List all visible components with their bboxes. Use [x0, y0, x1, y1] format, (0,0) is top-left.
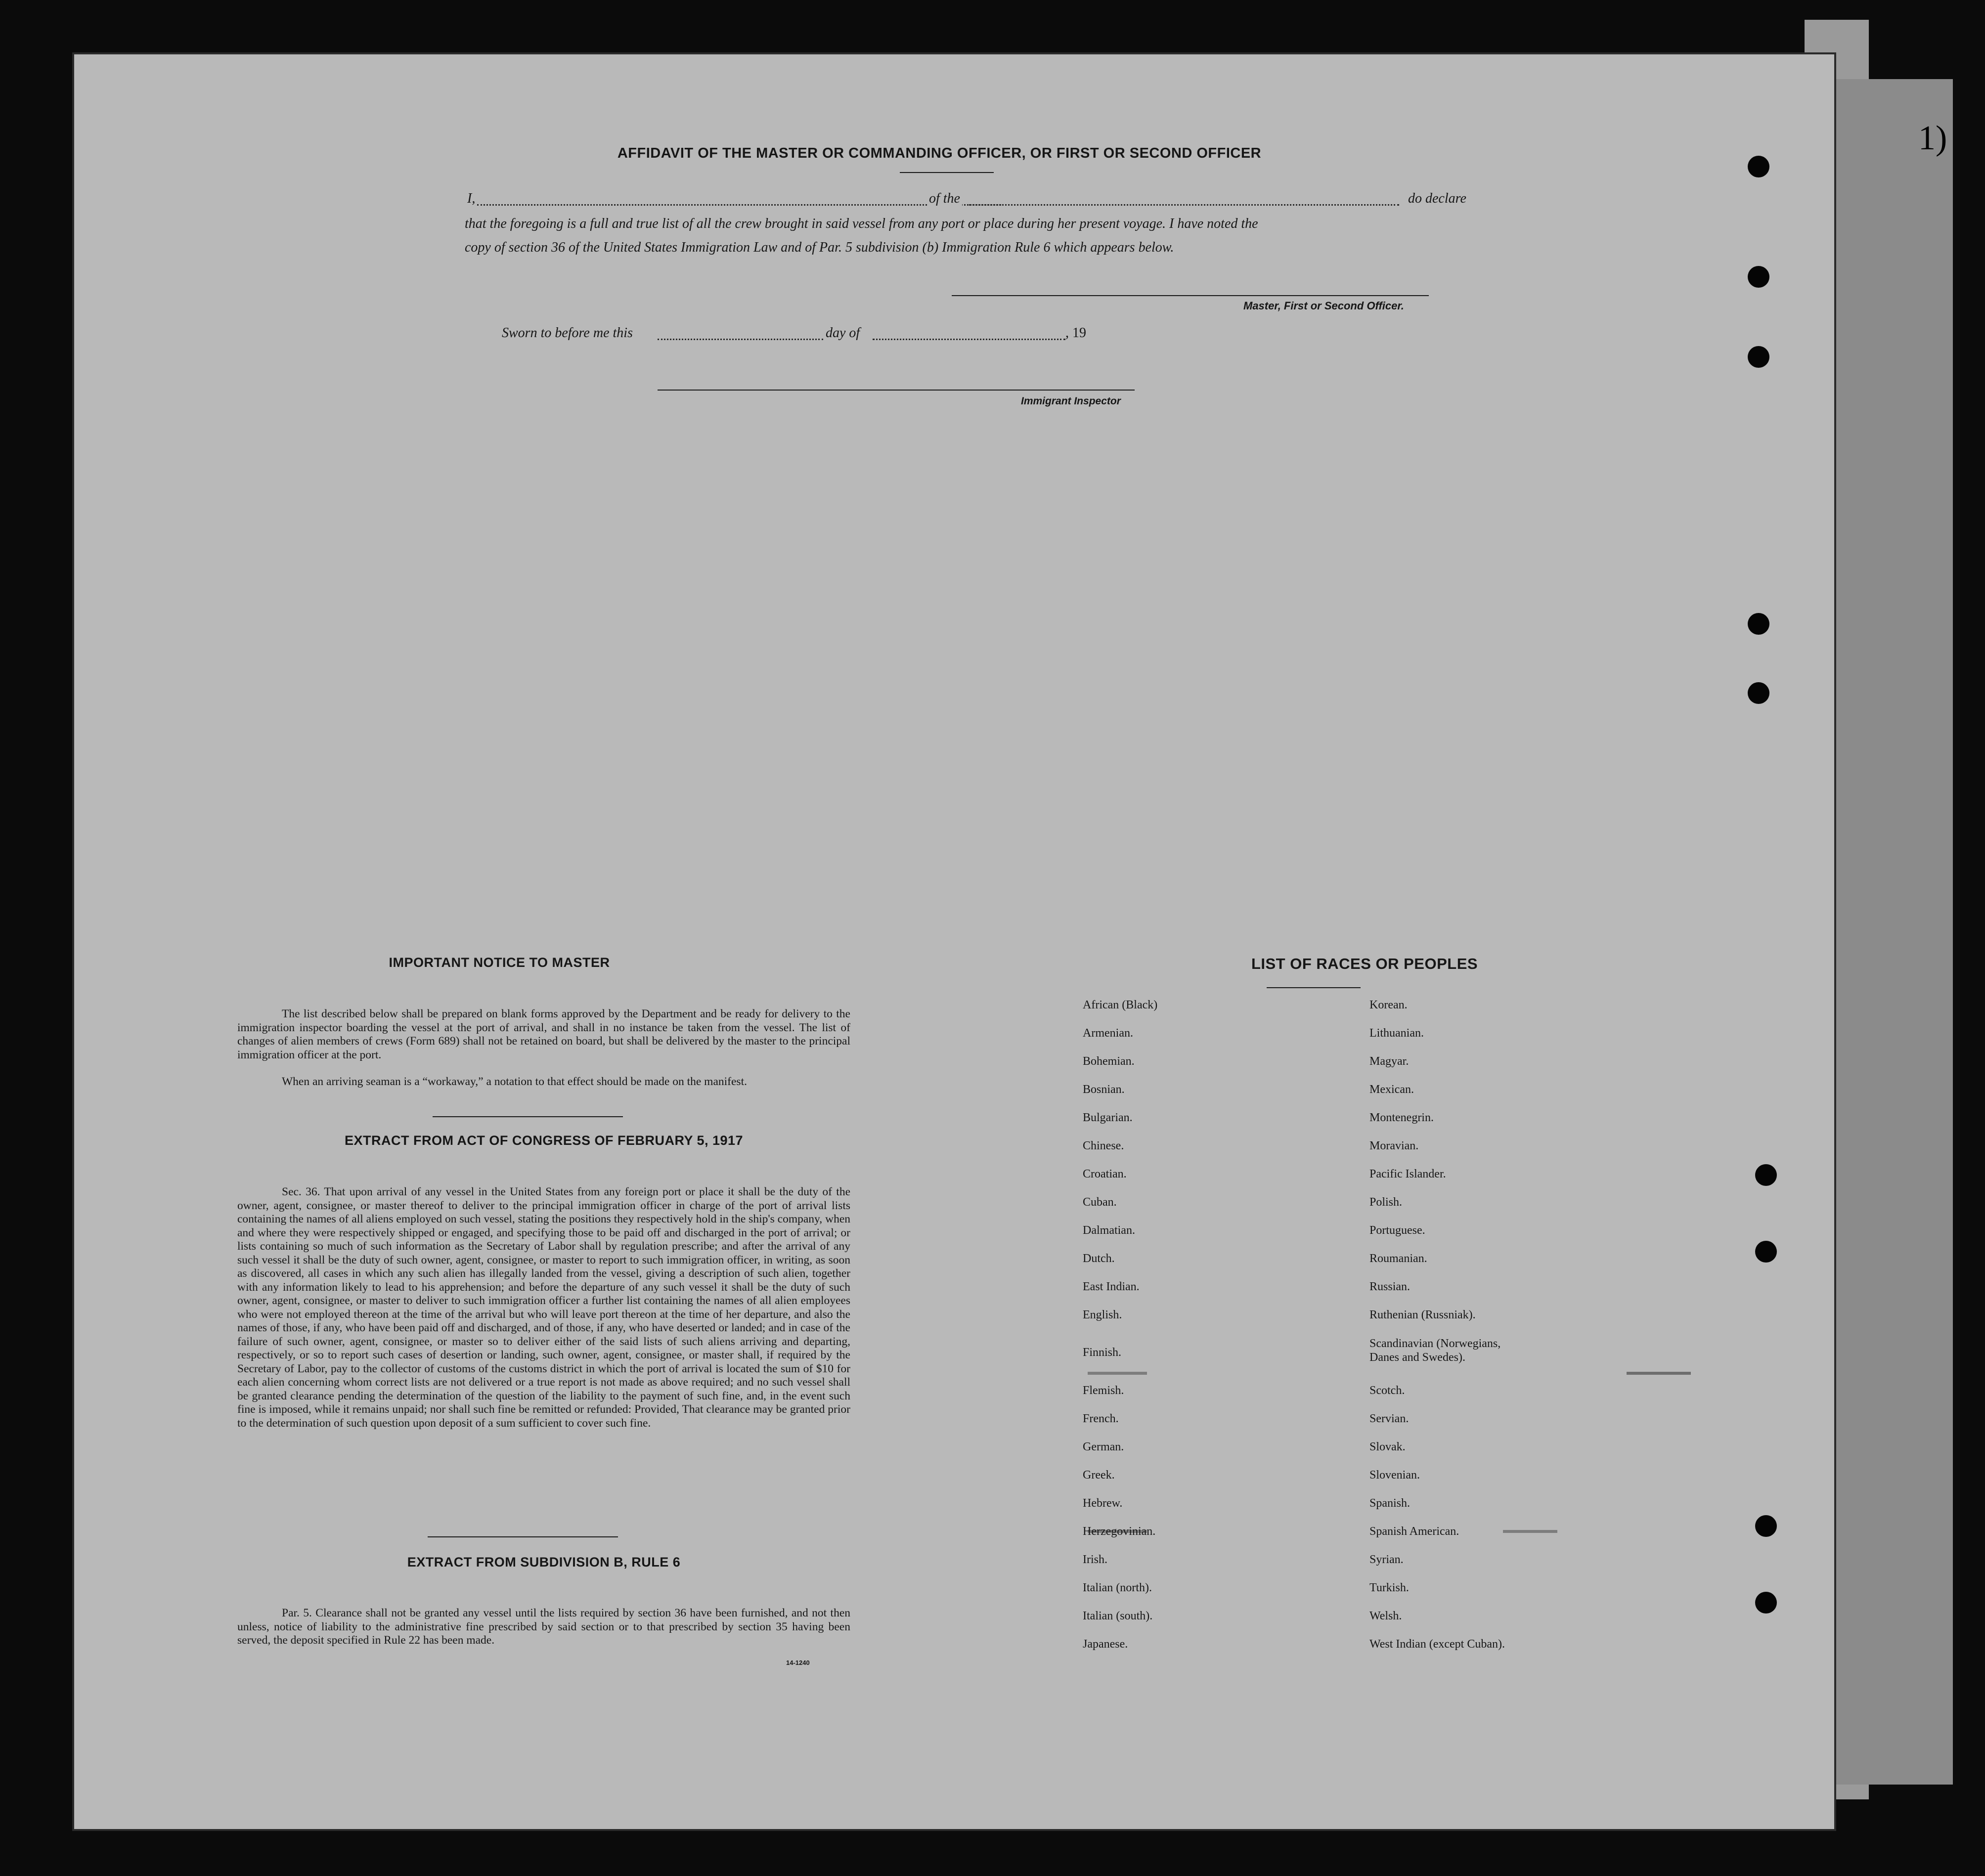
- left-race-item: Bulgarian.: [1083, 1111, 1133, 1124]
- right-race-item: Welsh.: [1369, 1610, 1402, 1622]
- affidavit-i-label: I,: [467, 191, 476, 206]
- right-race-item: Servian.: [1369, 1412, 1409, 1425]
- left-race-item: Flemish.: [1083, 1384, 1124, 1397]
- form-number: 14-1240: [786, 1659, 810, 1666]
- binder-hole: [1748, 266, 1769, 288]
- vessel-field[interactable]: [969, 204, 1399, 206]
- right-race-item: Pacific Islander.: [1369, 1168, 1446, 1180]
- right-race-item: Slovenian.: [1369, 1469, 1420, 1482]
- left-race-item: Hebrew.: [1083, 1497, 1123, 1510]
- left-race-item: Croatian.: [1083, 1168, 1127, 1180]
- strike-mark: [1088, 1372, 1147, 1375]
- binder-hole: [1755, 1164, 1777, 1186]
- binder-hole: [1748, 682, 1769, 704]
- left-race-item: Bohemian.: [1083, 1055, 1135, 1068]
- binder-hole: [1748, 156, 1769, 177]
- year-label: , 19: [1065, 325, 1086, 341]
- inspector-caption: Immigrant Inspector: [1021, 395, 1121, 407]
- right-race-item: Ruthenian (Russniak).: [1369, 1309, 1476, 1321]
- divider: [428, 1536, 618, 1537]
- strike-mark: [1627, 1372, 1691, 1375]
- left-race-item: Cuban.: [1083, 1196, 1117, 1209]
- right-race-item: Turkish.: [1369, 1581, 1409, 1594]
- right-race-item: Polish.: [1369, 1196, 1403, 1209]
- left-race-item: English.: [1083, 1309, 1122, 1321]
- act-title: EXTRACT FROM ACT OF CONGRESS OF FEBRUARY 5, 1917: [344, 1133, 744, 1148]
- left-race-item: German.: [1083, 1440, 1124, 1453]
- affidavit-do-declare: do declare: [1408, 191, 1466, 206]
- right-race-item: Lithuanian.: [1369, 1027, 1424, 1040]
- right-race-item: West Indian (except Cuban).: [1369, 1638, 1505, 1651]
- act-text: Sec. 36. That upon arrival of any vessel in the United States from any foreign port or place it shall be the duty of the owner, agent, consignee, or master thereof to deliver to the principal immigration officer in charge of the port of arrival lists containing the names of all aliens employed on such vessel, stating the positions they respectively hold in the ship's company, when and where they were respectively shipped or engaged, and specifying those to be paid off and discharged in the port of arrival; or lists containing so much of such information as the Secretary of Labor shall by regulation prescribe; and after the arrival of any such vessel it shall be the duty of such owner, agent, consignee, or master to report to such immigration officer, in writing, as soon as discovered, all cases in which any such alien has illegally landed from the vessel, giving a description of such alien, together with any information likely to lead to his apprehension; and before the departure of any such vessel it shall be the duty of such owner, agent, consignee, or master to deliver to such immigration officer a further list containing the names of all alien employees who were not employed thereon at the time of the arrival but who will leave port thereon at the time of her departure, and also the names of those, if any, who have been paid off and discharged, and of those, if any, who have deserted or landed; and in case of the failure of such owner, agent, consignee, or master so to deliver either of the said lists of such aliens arriving and departing, respectively, or so to report such cases of desertion or landing, such owner, agent, consignee, or master shall, if required by the Secretary of Labor, pay to the collector of customs of the customs district in which the port of arrival is located the sum of $10 for each alien concerning whom correct lists are not delivered or a true report is not made as above required; and no such vessel shall be granted clearance pending the determination of the question of the liability to the payment of such fine, and, in the event such fine is imposed, while it remains unpaid; nor shall such fine be remitted or refunded: Provided, That clearance may be granted prior to the determination of such question upon deposit of a sum sufficient to cover such fine.: [237, 1185, 850, 1430]
- left-race-item: African (Black): [1083, 999, 1158, 1011]
- notice-para-1: The list described below shall be prepared on blank forms approved by the Department and be ready for delivery to the immigration inspector boarding the vessel at the port of arrival, and shall in no instance be taken from the vessel. The list of changes of alien members of crews (Form 689) shall not be retained on board, but shall be delivered by the master to the principal immigration officer at the port.: [237, 1007, 850, 1061]
- master-caption: Master, First or Second Officer.: [1243, 300, 1404, 312]
- left-race-item: Chinese.: [1083, 1139, 1124, 1152]
- right-race-item: Magyar.: [1369, 1055, 1409, 1068]
- binder-hole: [1748, 613, 1769, 635]
- divider: [1267, 987, 1361, 988]
- right-race-item: Slovak.: [1369, 1440, 1406, 1453]
- left-race-item: Italian (north).: [1083, 1581, 1152, 1594]
- right-race-item: Spanish American.: [1369, 1525, 1459, 1538]
- right-race-item: Scotch.: [1369, 1384, 1405, 1397]
- left-race-item: Finnish.: [1083, 1346, 1122, 1359]
- strike-mark: [1503, 1530, 1557, 1533]
- affidavit-of-the: of the: [927, 191, 962, 207]
- rule-text: Par. 5. Clearance shall not be granted any vessel until the lists required by section 36 have been furnished, and not then unless, notice of liability to the administrative fine prescribed by said section or to that prescribed by section 35 having been served, the deposit specified in Rule 22 has been made.: [237, 1607, 850, 1647]
- right-race-item: Spanish.: [1369, 1497, 1411, 1510]
- left-race-item: East Indian.: [1083, 1280, 1140, 1293]
- form-page: [74, 54, 1834, 1829]
- right-race-item: Roumanian.: [1369, 1252, 1427, 1265]
- divider: [433, 1116, 623, 1117]
- left-race-item: French.: [1083, 1412, 1119, 1425]
- right-race-item: Syrian.: [1369, 1553, 1404, 1566]
- right-race-item: Scandinavian (Norwegians, Danes and Swedes).: [1369, 1337, 1501, 1364]
- sworn-label: Sworn to before me this: [502, 325, 633, 341]
- left-race-item: Greek.: [1083, 1469, 1115, 1482]
- binder-hole: [1755, 1241, 1777, 1263]
- sworn-day-field[interactable]: [658, 339, 823, 340]
- day-of-label: day of: [826, 325, 860, 341]
- divider: [900, 172, 994, 173]
- notice-title: IMPORTANT NOTICE TO MASTER: [389, 955, 610, 970]
- left-race-item: Dalmatian.: [1083, 1224, 1135, 1237]
- right-race-item: Moravian.: [1369, 1139, 1419, 1152]
- left-race-item: Bosnian.: [1083, 1083, 1125, 1096]
- master-signature-line[interactable]: [952, 295, 1429, 296]
- right-race-item: Russian.: [1369, 1280, 1411, 1293]
- left-race-item: Dutch.: [1083, 1252, 1115, 1265]
- corner-mark: 1): [1918, 119, 1947, 157]
- left-race-item: Herzegovinian.: [1083, 1525, 1156, 1538]
- races-title: LIST OF RACES OR PEOPLES: [1251, 955, 1478, 972]
- left-race-item: Japanese.: [1083, 1638, 1128, 1651]
- affidavit-line-2: that the foregoing is a full and true list of all the crew brought in said vessel from any port or place during her present voyage. I have noted the: [465, 216, 1258, 231]
- sworn-month-field[interactable]: [873, 339, 1065, 340]
- name-field[interactable]: [477, 204, 1001, 206]
- rule-title: EXTRACT FROM SUBDIVISION B, RULE 6: [407, 1555, 681, 1570]
- right-race-item: Korean.: [1369, 999, 1408, 1011]
- back-sheet-right: [1834, 79, 1953, 1785]
- left-race-item: Italian (south).: [1083, 1610, 1153, 1622]
- inspector-signature-line[interactable]: [658, 390, 1135, 391]
- right-race-item: Montenegrin.: [1369, 1111, 1434, 1124]
- left-race-item: Irish.: [1083, 1553, 1107, 1566]
- left-race-item: Armenian.: [1083, 1027, 1133, 1040]
- right-race-item: Mexican.: [1369, 1083, 1414, 1096]
- affidavit-line-3: copy of section 36 of the United States Immigration Law and of Par. 5 subdivision (b) Immigration Rule 6 which appears below.: [465, 240, 1174, 255]
- affidavit-title: AFFIDAVIT OF THE MASTER OR COMMANDING OFFICER, OR FIRST OR SECOND OFFICER: [617, 145, 1262, 161]
- binder-hole: [1755, 1592, 1777, 1614]
- binder-hole: [1748, 346, 1769, 368]
- binder-hole: [1755, 1515, 1777, 1537]
- right-race-item: Portuguese.: [1369, 1224, 1425, 1237]
- notice-para-2: When an arriving seaman is a “workaway,” a notation to that effect should be made on the manifest.: [282, 1075, 747, 1088]
